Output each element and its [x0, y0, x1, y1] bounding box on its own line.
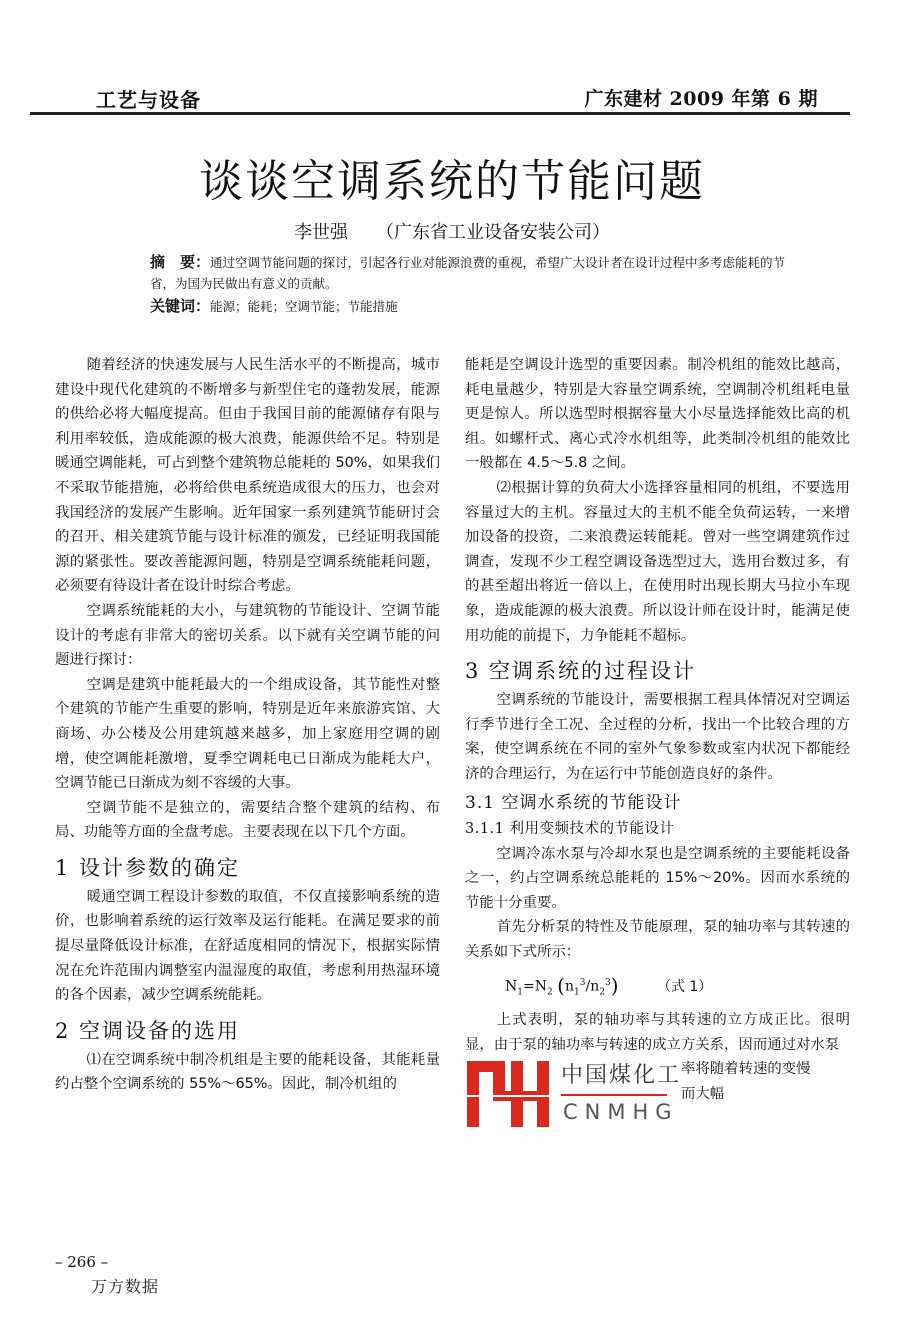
- formula-paren: ): [610, 974, 619, 999]
- logo-english-text: CNMHG: [563, 1100, 679, 1125]
- keywords-label: 关键词：: [150, 297, 211, 315]
- logo-rule: [561, 1094, 667, 1096]
- paragraph: 首先分析泵的特性及节能原理，泵的轴功率与其转速的关系如下式所示：: [465, 919, 850, 960]
- equation-tag: （式 1）: [656, 979, 713, 996]
- running-head-journal: 广东建材 2009 年第 6 期: [584, 88, 818, 110]
- abstract-label: 摘 要：: [150, 253, 211, 271]
- source-watermark: 万方数据: [91, 1277, 160, 1296]
- page-number: – 266 –: [55, 1253, 109, 1271]
- paragraph: 能耗是空调设计选型的重要因素。制冷机组的能效比越高，耗电量越少，特别是大容量空调系统，空调制冷机组耗电量更是惊人。所以选型时根据容量大小尽量选择能效比高的机组。如螺杆式、离心式冷水机组等，此类制冷机组的能效比一般都在 4.5～5.8 之间。: [465, 357, 850, 472]
- author-affiliation: （广东省工业设备安装公司）: [376, 222, 610, 243]
- abstract: [150, 252, 790, 294]
- watermark-logo: [465, 1061, 682, 1127]
- paragraph-continuation: 而大幅: [681, 1085, 725, 1102]
- equation-1: $N_1=N_2$ $(n_1^3/n_2^3)$ （式 1）: [505, 974, 713, 999]
- keywords: [150, 296, 790, 317]
- subsubsection-heading-3-1-1: 3.1.1 利用变频技术的节能设计: [465, 820, 675, 837]
- logo-chinese-text: 中国煤化工: [561, 1063, 682, 1089]
- paragraph: 空调冷冻水泵与冷却水泵也是空调系统的主要能耗设备之一，约占空调系统总能耗的 15%～20%。因而水系统的节能十分重要。: [465, 845, 850, 911]
- formula-subscript: 1: [574, 987, 580, 998]
- formula-symbol: n: [590, 979, 600, 996]
- paragraph: 空调是建筑中能耗最大的一个组成设备，其节能性对整个建筑的节能产生重要的影响，特别是近年来旅游宾馆、大商场、办公楼及公用建筑越来越多，加上家庭用空调的剧增，使空调能耗激增，夏季空调耗电已日渐成为能耗大户，空调节能已日渐成为刻不容缓的大事。: [55, 676, 440, 792]
- formula-symbol: n: [564, 979, 574, 996]
- author-line: [0, 220, 904, 246]
- subsection-heading-3-1: 3.1 空调水系统的节能设计: [465, 792, 682, 813]
- paragraph: ⑴在空调系统中制冷机组是主要的能耗设备，其能耗量约占整个空调系统的 55%～65%。因此，制冷机组的: [55, 1051, 440, 1093]
- formula-subscript: 2: [599, 987, 605, 998]
- section-heading-2: 2 空调设备的选用: [55, 1018, 241, 1043]
- right-column: [465, 353, 850, 1131]
- running-head-section: 工艺与设备: [96, 88, 201, 112]
- formula-paren: (: [557, 974, 565, 999]
- formula-subscript: 2: [546, 987, 553, 998]
- paragraph: 空调系统的节能设计，需要根据工程具体情况对空调运行季节进行全工况、全过程的分析，找出一个比较合理的方案，使空调系统在不同的室外气象参数或室内状况下都能经济的合理运行，为在运行中节能创造良好的条件。: [465, 692, 850, 782]
- author-name: 李世强: [294, 222, 348, 243]
- abstract-text: 通过空调节能问题的探讨，引起各行业对能源浪费的重视，希望广大设计者在设计过程中多考虑能耗的节省，为国为民做出有意义的贡献。: [150, 255, 786, 291]
- formula-symbol: N: [534, 979, 547, 996]
- header-rule: [30, 112, 850, 115]
- section-heading-3: 3 空调系统的过程设计: [465, 659, 697, 684]
- paragraph: 随着经济的快速发展与人民生活水平的不断提高，城市建设中现代化建筑的不断增多与新型住宅的蓬勃发展，能源的供给必将大幅度提高。但由于我国目前的能源储存有限与利用率较低，造成能源的极大浪费，能源供给不足。特别是暖通空调能耗，可占到整个建筑物总能耗的 50%，如果我们不采取节能措施，必将给供电系统造成很大的压力，也会对我国经济的发展产生影响。近年国家一系列建筑节能研讨会的召开、相关建筑节能与设计标准的颁发，已经证明我国能源的紧张性。要改善能源问题，特别是空调系统能耗问题，必须要有待设计者在设计时综合考虑。: [55, 357, 440, 595]
- section-heading-1: 1 设计参数的确定: [55, 855, 241, 880]
- paragraph: 上式表明，泵的轴功率与其转速的立方成正比。很明显，由于泵的轴功率与转速的成立方关系，因而通过对水泵: [465, 1011, 850, 1053]
- mh-logo-icon: [465, 1061, 551, 1127]
- formula-symbol: N: [505, 979, 518, 996]
- left-column: [55, 353, 440, 1097]
- formula-equals: =: [522, 979, 535, 996]
- paragraph: 暖通空调工程设计参数的取值，不仅直接影响系统的造价，也影响着系统的运行效率及运行能耗。在满足要求的前提尽量降低设计标准，在舒适度相同的情况下，根据实际情况在允许范围内调整室内温湿度的取值，考虑利用热湿环境的各个因素，减少空调系统能耗。: [55, 888, 440, 1004]
- paragraph: ⑵根据计算的负荷大小选择容量相同的机组，不要选用容量过大的主机。容量过大的主机不能全负荷运转，一来增加设备的投资，二来浪费运转能耗。曾对一些空调建筑作过调查，发现不少工程空调设备选型过大，选用台数过多，有的甚至超出将近一倍以上，在使用时出现长期大马拉小车现象，造成能源的极大浪费。所以设计师在设计时，能满足使用功能的前提下，力争能耗不超标。: [465, 479, 850, 644]
- front-matter: [0, 150, 904, 317]
- formula-exponent: 3: [579, 978, 586, 989]
- formula-exponent: 3: [604, 978, 611, 989]
- article-title: 谈谈空调系统的节能问题: [199, 156, 705, 207]
- paragraph-tail: 率将随着转速的变慢: [681, 1061, 811, 1078]
- logo-and-tail: [465, 1057, 850, 1131]
- formula-subscript: 1: [517, 987, 523, 998]
- paragraph: 空调节能不是独立的，需要结合整个建筑的结构、布局、功能等方面的全盘考虑。主要表现在以下几个方面。: [55, 799, 440, 841]
- keywords-text: 能源；能耗；空调节能；节能措施: [210, 299, 398, 314]
- paragraph: 空调系统能耗的大小，与建筑物的节能设计、空调节能设计的考虑有非常大的密切关系。以下就有关空调节能的问题进行探讨：: [55, 602, 440, 669]
